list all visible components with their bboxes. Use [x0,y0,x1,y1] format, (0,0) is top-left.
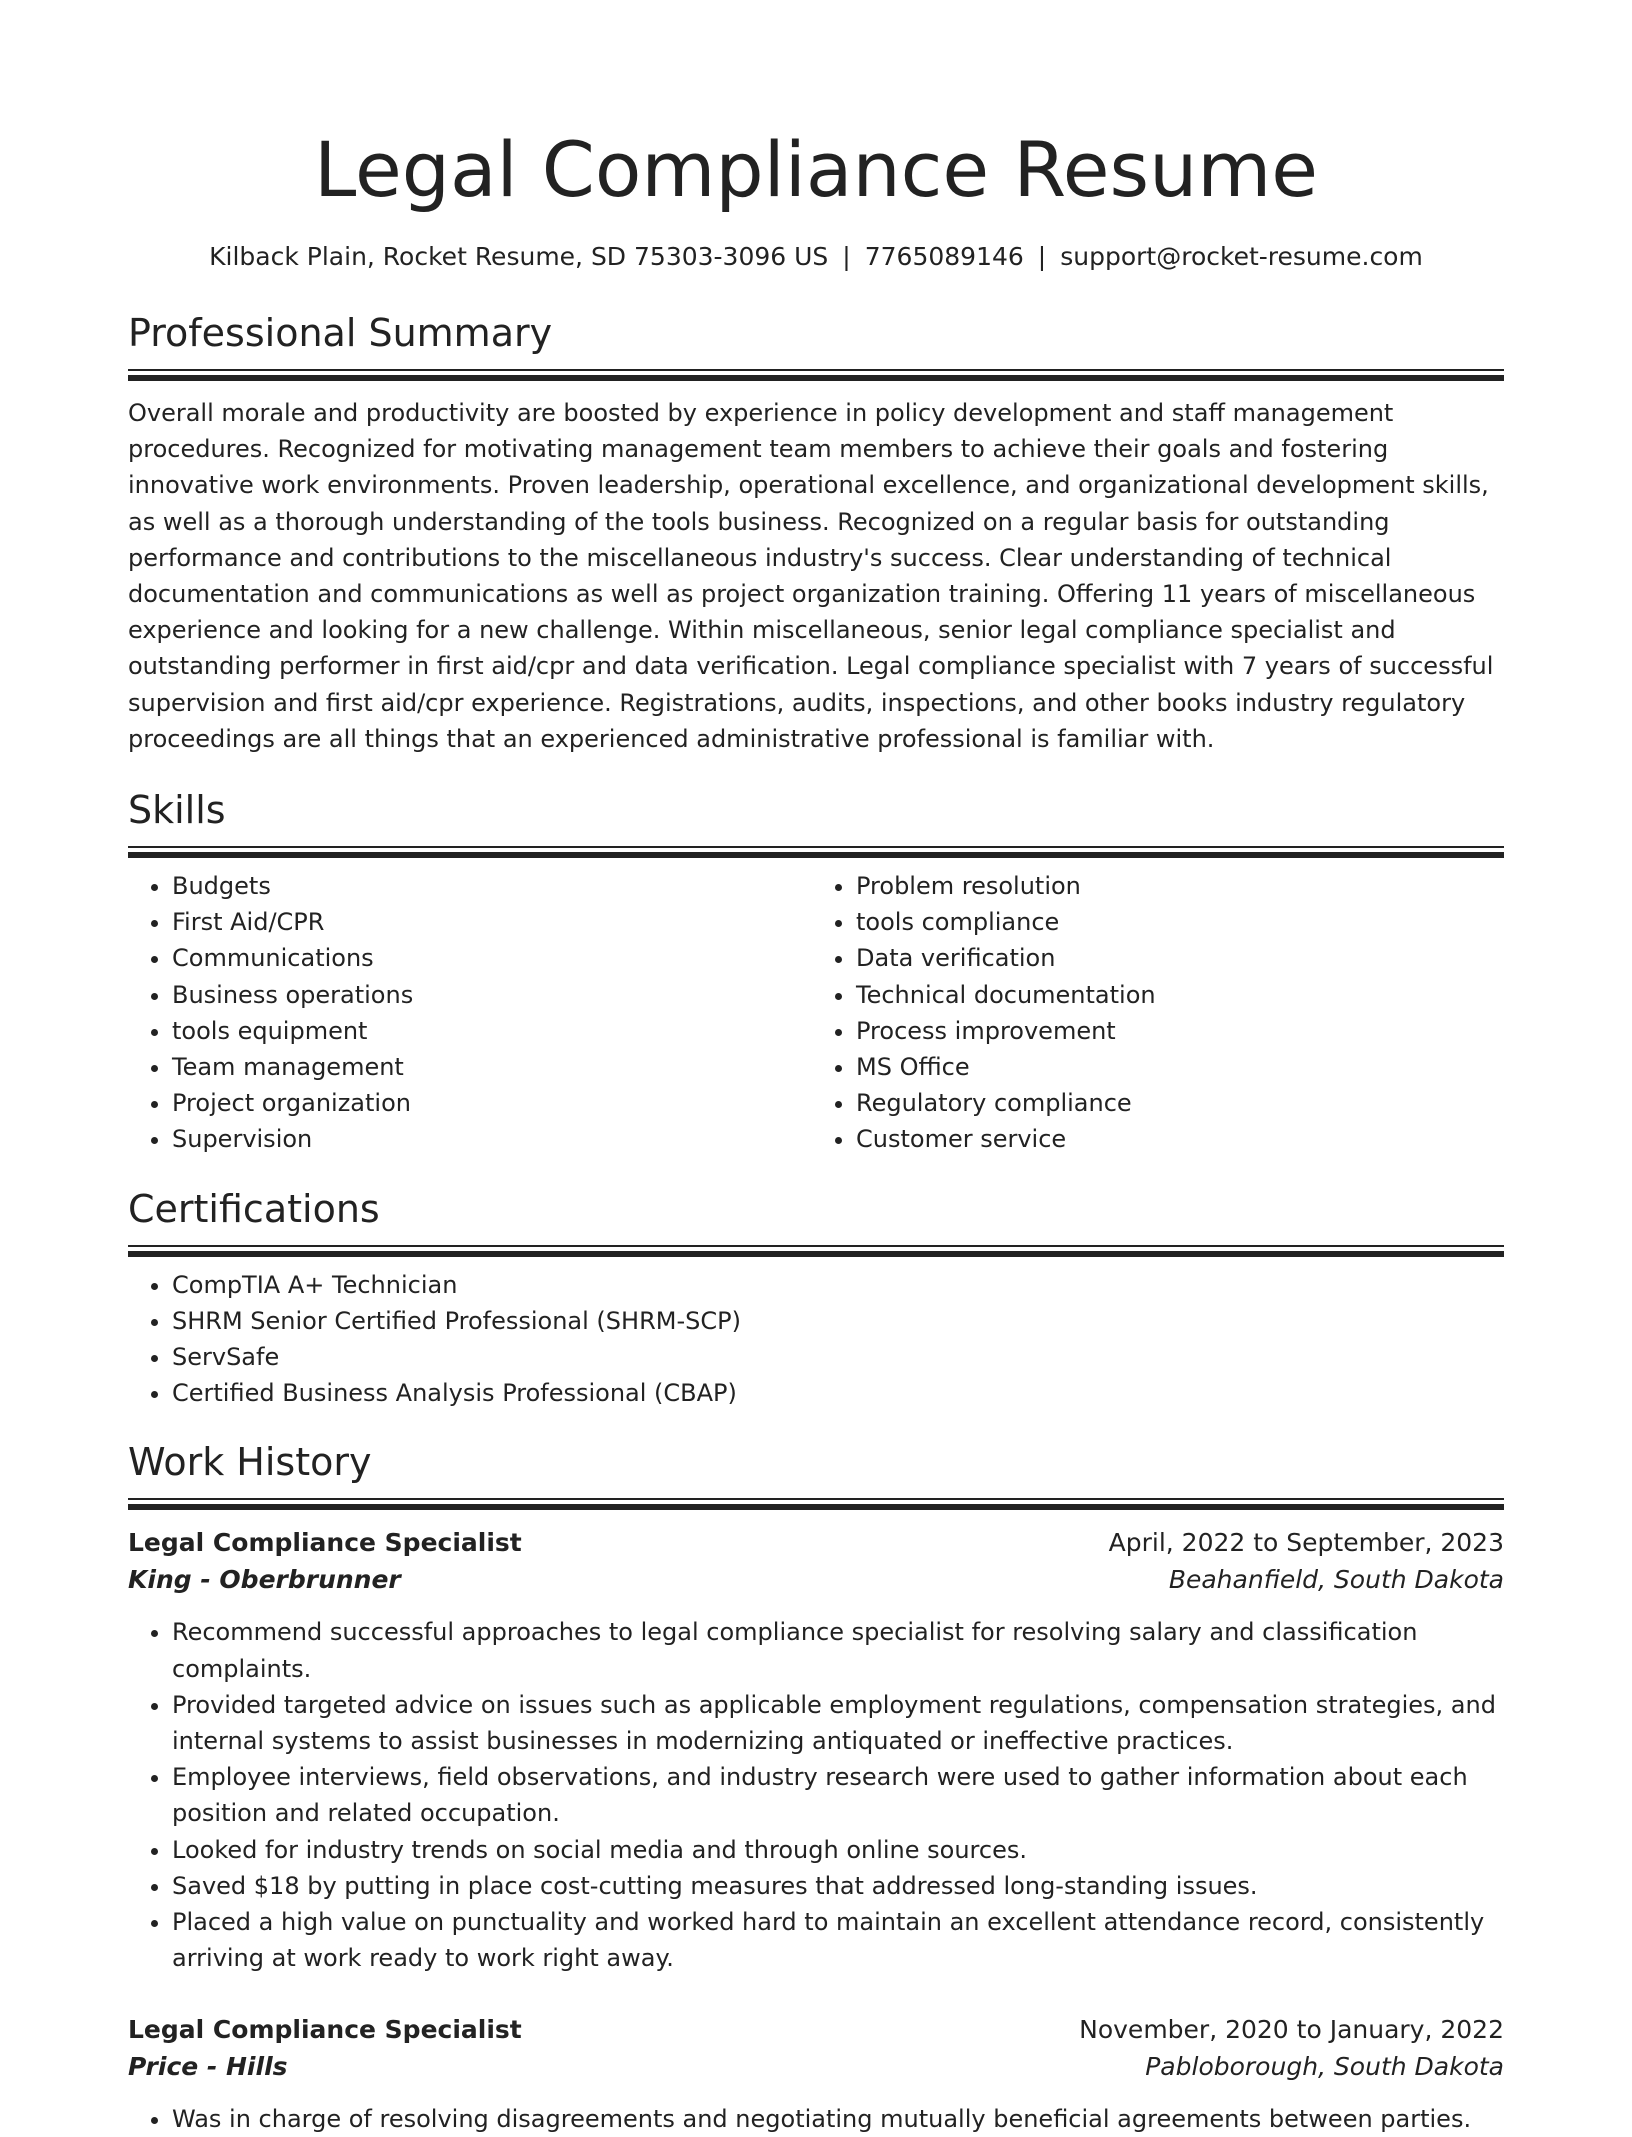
skill-item: • Technical documentation [856,977,1556,1013]
resume-title: Legal Compliance Resume [313,125,1319,214]
job-duty: • Was in charge of resolving disagreements and negotiating mutually beneficial agreements between parties. [172,2101,1504,2137]
certification-item: • Certified Business Analysis Professional (CBAP) [172,1375,1504,1411]
contact-email: support@rocket-resume.com [1060,242,1423,271]
job-location: Beahanfield, South Dakota [1168,1565,1504,1595]
job-title: Legal Compliance Specialist [128,1528,522,1558]
skill-item: • Customer service [856,1121,1556,1157]
skill-item: • tools compliance [856,904,1556,940]
skills-grid [128,868,1504,1158]
skill-item: • Communications [172,940,806,976]
job-company: Price - Hills [128,2051,288,2081]
job-dates: April, 2022 to September, 2023 [1108,1528,1504,1558]
skill-item: • Process improvement [856,1013,1556,1049]
job-duty: • Provided targeted advice on issues such as applicable employment regulations, compensation strategies, and internal systems to assist businesses in modernizing antiquated or ineffective practices. [172,1687,1504,1759]
contact-address: Kilback Plain, Rocket Resume, SD 75303-3096 US [209,242,829,271]
skill-item: • Business operations [172,977,806,1013]
section-heading-certifications: Certifications [128,1186,380,1231]
skill-item: • Team management [172,1049,806,1085]
job-company: King - Oberbrunner [128,1565,401,1595]
section-divider [128,1498,1504,1510]
section-heading-summary: Professional Summary [128,311,553,355]
skill-item: • Budgets [172,868,806,904]
job-duty: • Employee interviews, field observations, and industry research were used to gather information about each position and related occupation. [172,1759,1504,1831]
skill-item: • First Aid/CPR [172,904,806,940]
skill-item: • Regulatory compliance [856,1085,1556,1121]
job-location: Pabloborough, South Dakota [1145,2051,1504,2081]
certifications-section [128,1185,1504,1412]
job-subheader-row [128,2048,1504,2085]
skills-section [128,786,1504,1158]
job-duty: • Placed a high value on punctuality and worked hard to maintain an excellent attendance record, consistently arriving at work ready to work right away. [172,1904,1504,1976]
certification-item: • ServSafe [172,1339,1504,1375]
job-dates: November, 2020 to January, 2022 [1079,2014,1504,2044]
job-subheader-row [128,1561,1504,1598]
job-header-row [128,1524,1504,1561]
contact-line [128,240,1504,274]
work-history-section [128,1438,1504,2136]
job-header-row [128,2011,1504,2048]
contact-separator: | [1037,242,1047,271]
job-duty: • Saved $18 by putting in place cost-cutting measures that addressed long-standing issues. [172,1868,1504,1904]
section-divider [128,369,1504,381]
job-duty: • Recommend successful approaches to legal compliance specialist for resolving salary and classification complaints. [172,1614,1504,1686]
section-heading-skills: Skills [128,788,226,833]
job-duties-list [128,1614,1504,1976]
contact-phone: 7765089146 [864,242,1024,271]
skills-list-left [128,868,806,1158]
skills-list-right [806,868,1556,1158]
contact-separator: | [842,242,851,271]
job-entry [128,2011,1504,2137]
skill-item: • Data verification [856,940,1556,976]
skill-item: • Problem resolution [856,868,1556,904]
summary-section [128,309,1504,757]
certifications-list [128,1267,1504,1412]
summary-text: Overall morale and productivity are boosted by experience in policy development and staff management procedures. Recognized for motivating management team members to achieve their goals and fostering innovative work environments. Proven leadership, operational excellence, and organizational development skills, as well as a thorough understanding of the tools business. Recognized on a regular basis for outstanding performance and contributions to the miscellaneous industry's success. Clear understanding of technical documentation and communications as well as project organization training. Offering 11 years of miscellaneous experience and looking for a new challenge. Within miscellaneous, senior legal compliance specialist and outstanding performer in first aid/cpr and data verification. Legal compliance specialist with 7 years of successful supervision and first aid/cpr experience. Registrations, audits, inspections, and other books industry regulatory proceedings are all things that an experienced administrative professional is familiar with. [128,399,1494,753]
certification-item: • SHRM Senior Certified Professional (SHRM-SCP) [172,1303,1504,1339]
skill-item: • Supervision [172,1121,806,1157]
skill-item: • tools equipment [172,1013,806,1049]
skill-item: • MS Office [856,1049,1556,1085]
skill-item: • Project organization [172,1085,806,1121]
job-entry [128,1524,1504,1976]
job-duty: • Looked for industry trends on social media and through online sources. [172,1832,1504,1868]
section-divider [128,1245,1504,1257]
section-divider [128,846,1504,858]
certification-item: • CompTIA A+ Technician [172,1267,1504,1303]
resume-page [128,0,1504,2137]
section-heading-work-history: Work History [128,1440,372,1485]
job-duties-list [128,2101,1504,2137]
job-title: Legal Compliance Specialist [128,2014,522,2044]
